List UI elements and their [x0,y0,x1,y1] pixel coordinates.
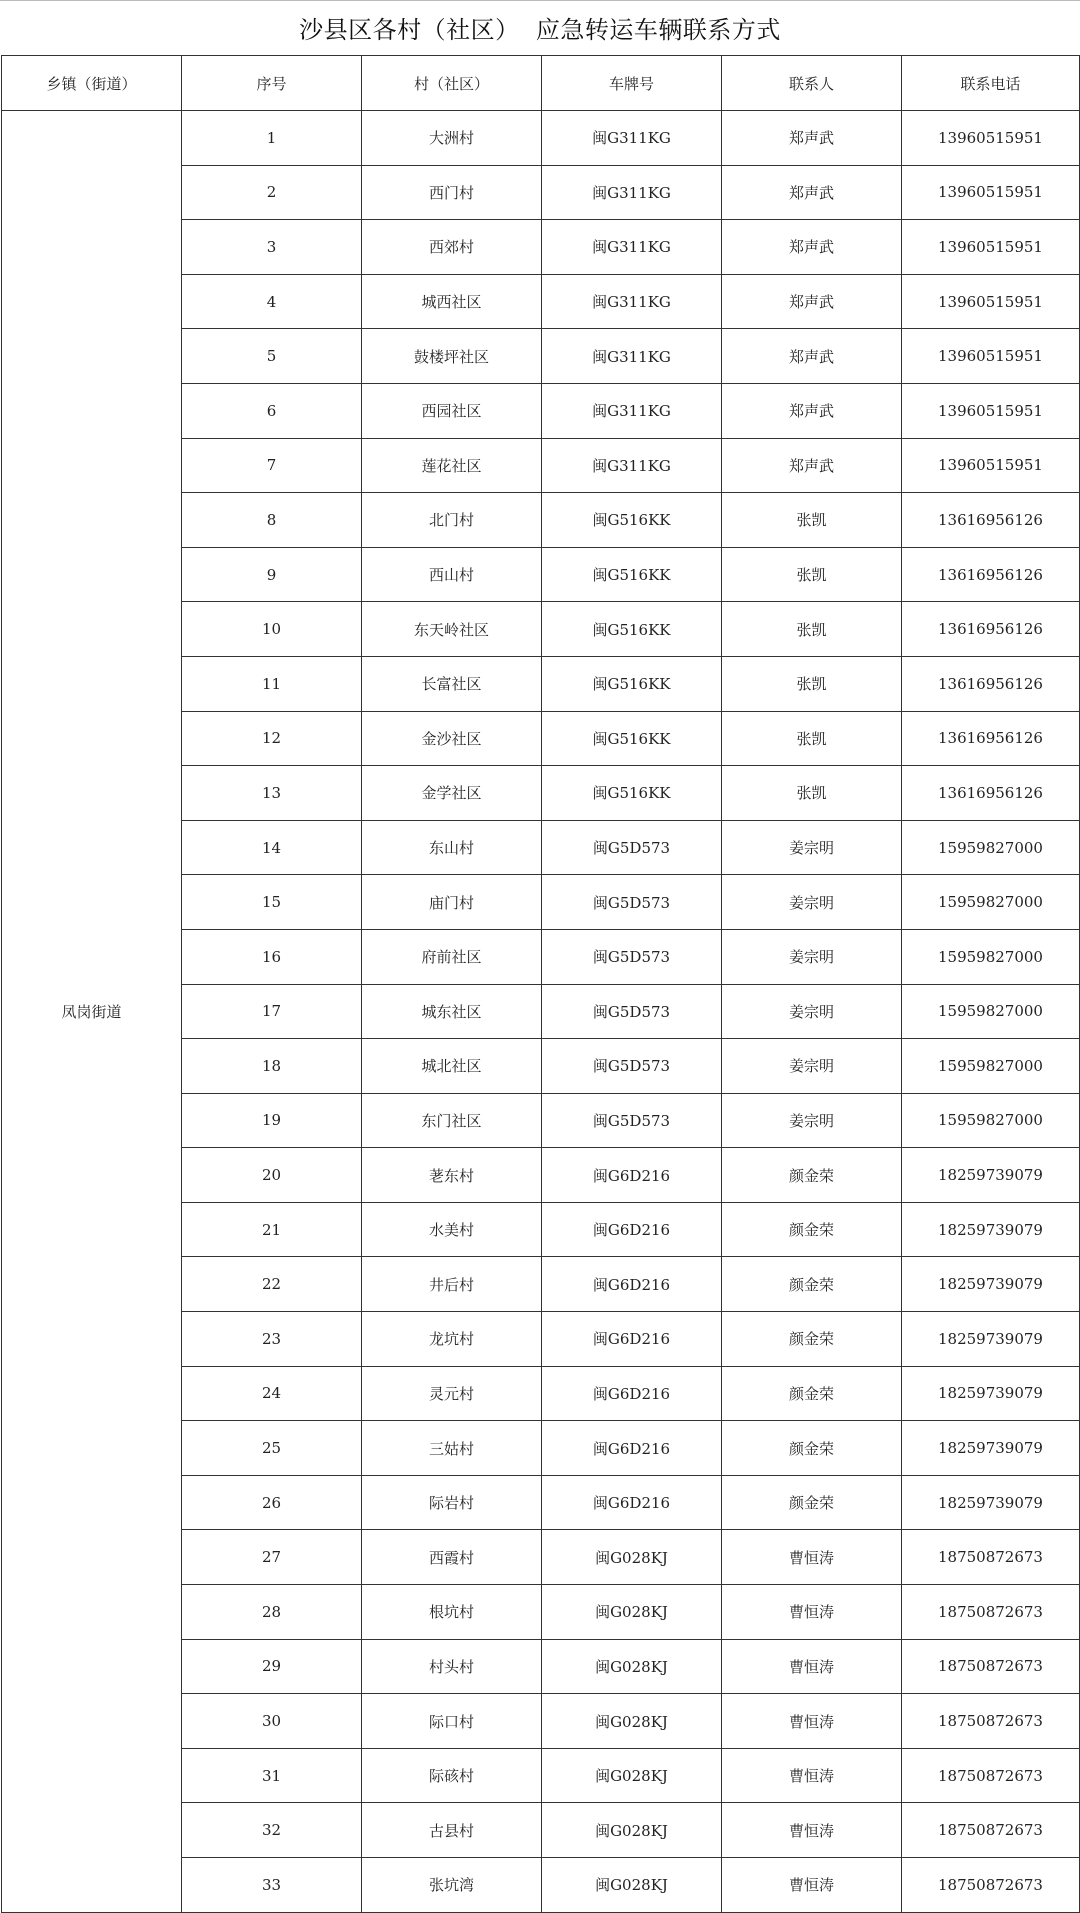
seq-cell: 31 [182,1748,362,1803]
plate-cell: 闽G5D573 [542,1093,722,1148]
contact-cell: 张凯 [722,493,902,548]
contact-cell: 颜金荣 [722,1202,902,1257]
phone-cell: 13616956126 [902,547,1080,602]
phone-cell: 18259739079 [902,1366,1080,1421]
contact-cell: 张凯 [722,547,902,602]
seq-cell: 4 [182,274,362,329]
header-plate: 车牌号 [542,56,722,111]
phone-cell: 18750872673 [902,1803,1080,1858]
plate-cell: 闽G5D573 [542,875,722,930]
contact-cell: 姜宗明 [722,820,902,875]
contact-cell: 曹恒涛 [722,1803,902,1858]
phone-cell: 18750872673 [902,1748,1080,1803]
plate-cell: 闽G516KK [542,493,722,548]
phone-cell: 15959827000 [902,929,1080,984]
seq-cell: 22 [182,1257,362,1312]
phone-cell: 18750872673 [902,1694,1080,1749]
phone-cell: 13616956126 [902,711,1080,766]
contact-cell: 郑声武 [722,383,902,438]
seq-cell: 15 [182,875,362,930]
plate-cell: 闽G028KJ [542,1694,722,1749]
contact-cell: 颜金荣 [722,1257,902,1312]
phone-cell: 13616956126 [902,766,1080,821]
seq-cell: 14 [182,820,362,875]
seq-cell: 21 [182,1202,362,1257]
village-cell: 张坑湾 [362,1858,542,1913]
plate-cell: 闽G311KG [542,165,722,220]
village-cell: 西郊村 [362,220,542,275]
village-cell: 东天岭社区 [362,602,542,657]
seq-cell: 29 [182,1639,362,1694]
contact-cell: 郑声武 [722,329,902,384]
header-contact: 联系人 [722,56,902,111]
phone-cell: 13616956126 [902,493,1080,548]
plate-cell: 闽G6D216 [542,1475,722,1530]
village-cell: 城西社区 [362,274,542,329]
phone-cell: 13960515951 [902,274,1080,329]
contact-cell: 曹恒涛 [722,1858,902,1913]
phone-cell: 13616956126 [902,602,1080,657]
phone-cell: 15959827000 [902,820,1080,875]
village-cell: 庙门村 [362,875,542,930]
contact-cell: 颜金荣 [722,1421,902,1476]
seq-cell: 1 [182,111,362,166]
plate-cell: 闽G311KG [542,111,722,166]
village-cell: 水美村 [362,1202,542,1257]
plate-cell: 闽G311KG [542,383,722,438]
seq-cell: 27 [182,1530,362,1585]
contact-cell: 颜金荣 [722,1312,902,1367]
plate-cell: 闽G6D216 [542,1421,722,1476]
contact-cell: 姜宗明 [722,984,902,1039]
plate-cell: 闽G516KK [542,656,722,711]
contact-cell: 张凯 [722,656,902,711]
phone-cell: 18259739079 [902,1202,1080,1257]
phone-cell: 15959827000 [902,1093,1080,1148]
seq-cell: 9 [182,547,362,602]
phone-cell: 13960515951 [902,438,1080,493]
contact-cell: 姜宗明 [722,1093,902,1148]
village-cell: 大洲村 [362,111,542,166]
phone-cell: 18750872673 [902,1530,1080,1585]
village-cell: 北门村 [362,493,542,548]
plate-cell: 闽G311KG [542,274,722,329]
town-cell: 凤岗街道 [2,111,182,1913]
seq-cell: 20 [182,1148,362,1203]
village-cell: 城北社区 [362,1039,542,1094]
phone-cell: 18750872673 [902,1858,1080,1913]
village-cell: 古县村 [362,1803,542,1858]
village-cell: 村头村 [362,1639,542,1694]
seq-cell: 6 [182,383,362,438]
phone-cell: 18259739079 [902,1148,1080,1203]
header-phone: 联系电话 [902,56,1080,111]
village-cell: 鼓楼坪社区 [362,329,542,384]
seq-cell: 11 [182,656,362,711]
phone-cell: 18750872673 [902,1585,1080,1640]
header-seq: 序号 [182,56,362,111]
phone-cell: 13616956126 [902,656,1080,711]
phone-cell: 13960515951 [902,220,1080,275]
phone-cell: 18259739079 [902,1257,1080,1312]
village-cell: 莲花社区 [362,438,542,493]
phone-cell: 18259739079 [902,1312,1080,1367]
seq-cell: 10 [182,602,362,657]
contact-cell: 郑声武 [722,165,902,220]
contact-cell: 张凯 [722,602,902,657]
village-cell: 西山村 [362,547,542,602]
contact-cell: 姜宗明 [722,875,902,930]
contact-cell: 郑声武 [722,220,902,275]
seq-cell: 25 [182,1421,362,1476]
plate-cell: 闽G028KJ [542,1639,722,1694]
page-title: 沙县区各村（社区） 应急转运车辆联系方式 [299,16,781,44]
plate-cell: 闽G516KK [542,766,722,821]
village-cell: 灵元村 [362,1366,542,1421]
seq-cell: 2 [182,165,362,220]
contact-cell: 颜金荣 [722,1366,902,1421]
seq-cell: 16 [182,929,362,984]
seq-cell: 30 [182,1694,362,1749]
contact-cell: 曹恒涛 [722,1748,902,1803]
contact-cell: 姜宗明 [722,1039,902,1094]
seq-cell: 3 [182,220,362,275]
village-cell: 西门村 [362,165,542,220]
phone-cell: 13960515951 [902,111,1080,166]
phone-cell: 18259739079 [902,1475,1080,1530]
plate-cell: 闽G028KJ [542,1748,722,1803]
plate-cell: 闽G311KG [542,438,722,493]
seq-cell: 19 [182,1093,362,1148]
plate-cell: 闽G6D216 [542,1148,722,1203]
seq-cell: 32 [182,1803,362,1858]
contact-cell: 郑声武 [722,438,902,493]
village-cell: 金学社区 [362,766,542,821]
plate-cell: 闽G311KG [542,220,722,275]
contact-cell: 颜金荣 [722,1475,902,1530]
contact-cell: 张凯 [722,711,902,766]
seq-cell: 5 [182,329,362,384]
village-cell: 西园社区 [362,383,542,438]
plate-cell: 闽G6D216 [542,1366,722,1421]
phone-cell: 13960515951 [902,165,1080,220]
plate-cell: 闽G5D573 [542,820,722,875]
contact-cell: 曹恒涛 [722,1639,902,1694]
contact-cell: 郑声武 [722,274,902,329]
village-cell: 金沙社区 [362,711,542,766]
village-cell: 长富社区 [362,656,542,711]
village-cell: 井后村 [362,1257,542,1312]
phone-cell: 15959827000 [902,1039,1080,1094]
table-row [2,111,1080,166]
header-village: 村（社区） [362,56,542,111]
phone-cell: 18750872673 [902,1639,1080,1694]
village-cell: 根坑村 [362,1585,542,1640]
phone-cell: 15959827000 [902,875,1080,930]
village-cell: 东门社区 [362,1093,542,1148]
seq-cell: 18 [182,1039,362,1094]
seq-cell: 23 [182,1312,362,1367]
village-cell: 三姑村 [362,1421,542,1476]
contact-cell: 姜宗明 [722,929,902,984]
village-cell: 西霞村 [362,1530,542,1585]
village-cell: 城东社区 [362,984,542,1039]
village-cell: 府前社区 [362,929,542,984]
plate-cell: 闽G516KK [542,547,722,602]
plate-cell: 闽G028KJ [542,1803,722,1858]
phone-cell: 15959827000 [902,984,1080,1039]
seq-cell: 12 [182,711,362,766]
village-cell: 东山村 [362,820,542,875]
plate-cell: 闽G028KJ [542,1585,722,1640]
plate-cell: 闽G5D573 [542,984,722,1039]
table-header-row [2,56,1080,111]
plate-cell: 闽G6D216 [542,1202,722,1257]
plate-cell: 闽G6D216 [542,1312,722,1367]
contact-cell: 曹恒涛 [722,1694,902,1749]
seq-cell: 8 [182,493,362,548]
contact-cell: 曹恒涛 [722,1530,902,1585]
plate-cell: 闽G028KJ [542,1530,722,1585]
seq-cell: 13 [182,766,362,821]
village-cell: 荖东村 [362,1148,542,1203]
village-cell: 龙坑村 [362,1312,542,1367]
plate-cell: 闽G516KK [542,711,722,766]
phone-cell: 18259739079 [902,1421,1080,1476]
seq-cell: 26 [182,1475,362,1530]
seq-cell: 28 [182,1585,362,1640]
village-cell: 际岩村 [362,1475,542,1530]
seq-cell: 33 [182,1858,362,1913]
village-cell: 际口村 [362,1694,542,1749]
seq-cell: 24 [182,1366,362,1421]
plate-cell: 闽G516KK [542,602,722,657]
plate-cell: 闽G5D573 [542,1039,722,1094]
contact-cell: 颜金荣 [722,1148,902,1203]
phone-cell: 13960515951 [902,329,1080,384]
seq-cell: 17 [182,984,362,1039]
village-cell: 际硋村 [362,1748,542,1803]
plate-cell: 闽G028KJ [542,1858,722,1913]
contact-table [1,55,1080,1913]
table-body [2,111,1080,1913]
plate-cell: 闽G5D573 [542,929,722,984]
header-town: 乡镇（街道） [2,56,182,111]
phone-cell: 13960515951 [902,383,1080,438]
seq-cell: 7 [182,438,362,493]
contact-cell: 郑声武 [722,111,902,166]
plate-cell: 闽G6D216 [542,1257,722,1312]
contact-cell: 张凯 [722,766,902,821]
contact-cell: 曹恒涛 [722,1585,902,1640]
plate-cell: 闽G311KG [542,329,722,384]
